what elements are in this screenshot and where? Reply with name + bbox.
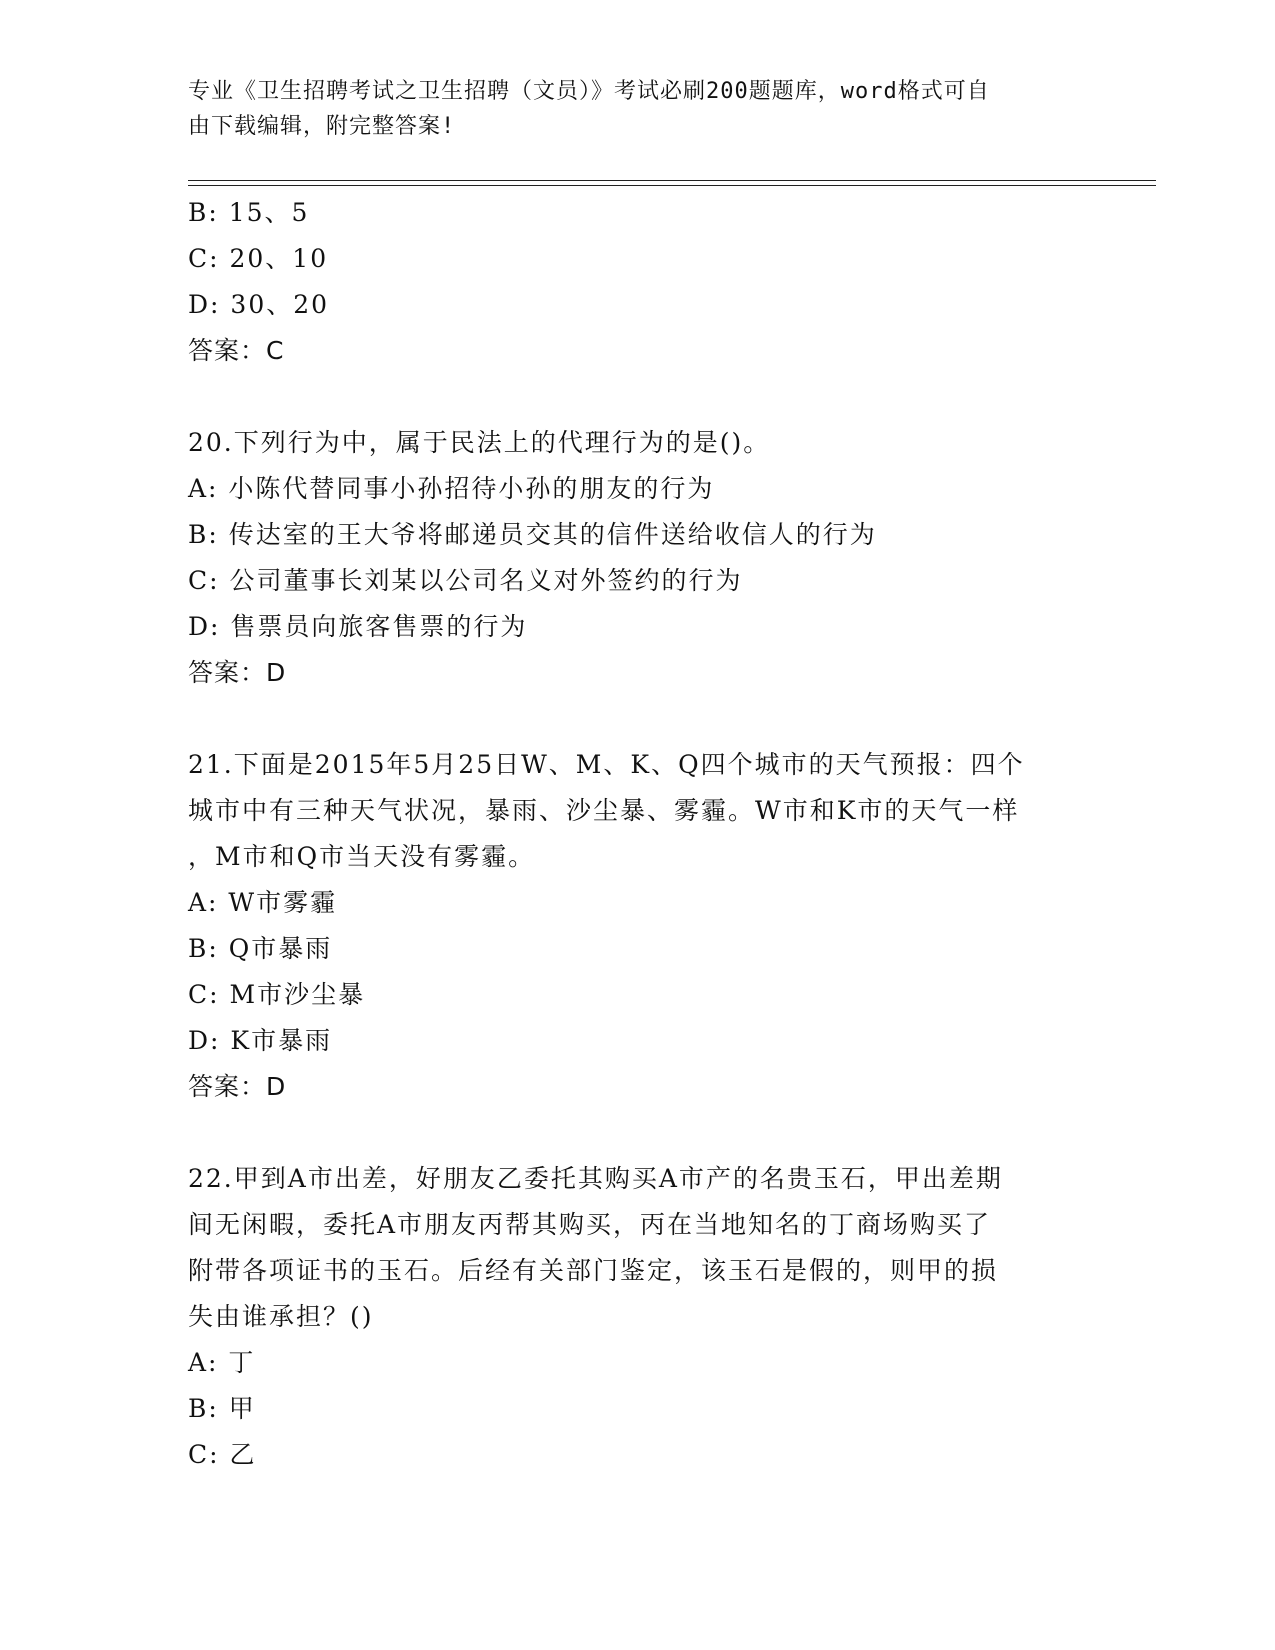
question-stem-line: 附带各项证书的玉石。后经有关部门鉴定，该玉石是假的，则甲的损	[188, 1256, 999, 1285]
answer: 答案：D	[188, 658, 287, 687]
option-b: B: 甲	[188, 1394, 256, 1423]
answer: 答案：D	[188, 1072, 287, 1101]
option-c: C: M市沙尘暴	[188, 980, 366, 1009]
option-a: A: W市雾霾	[188, 888, 338, 917]
spacer	[188, 696, 1088, 742]
option-b: B: Q市暴雨	[188, 934, 333, 963]
question-stem-line: 21.下面是2015年5月25日W、M、K、Q四个城市的天气预报：四个	[188, 750, 1025, 779]
option-b: B: 15、5	[188, 198, 310, 227]
option-d: D: 30、20	[188, 290, 330, 319]
option-c: C: 公司董事长刘某以公司名义对外签约的行为	[188, 566, 743, 595]
question-19-continued	[188, 190, 1088, 374]
spacer	[188, 374, 1088, 420]
option-c: C: 20、10	[188, 244, 329, 273]
question-stem: 20.下列行为中，属于民法上的代理行为的是()。	[188, 428, 771, 457]
question-20	[188, 420, 1088, 696]
header-line-2: 由下载编辑，附完整答案!	[188, 114, 456, 139]
option-d: D: 售票员向旅客售票的行为	[188, 612, 528, 641]
document-header	[188, 74, 1068, 144]
answer: 答案：C	[188, 336, 285, 365]
header-line-1: 专业《卫生招聘考试之卫生招聘（文员）》考试必刷200题题库，word格式可自	[188, 79, 990, 104]
question-stem-line: 22.甲到A市出差，好朋友乙委托其购买A市产的名贵玉石，甲出差期	[188, 1164, 1003, 1193]
question-stem-line: 失由谁承担？()	[188, 1302, 374, 1331]
question-stem-line: 城市中有三种天气状况，暴雨、沙尘暴、雾霾。W市和K市的天气一样	[188, 796, 1020, 825]
option-d: D: K市暴雨	[188, 1026, 333, 1055]
document-body	[188, 190, 1088, 1478]
question-21	[188, 742, 1088, 1110]
option-b: B: 传达室的王大爷将邮递员交其的信件送给收信人的行为	[188, 520, 877, 549]
spacer	[188, 1110, 1088, 1156]
option-c: C: 乙	[188, 1440, 257, 1469]
question-stem-line: 间无闲暇，委托A市朋友丙帮其购买，丙在当地知名的丁商场购买了	[188, 1210, 992, 1239]
header-divider-top	[188, 180, 1156, 181]
option-a: A: 丁	[188, 1348, 256, 1377]
header-divider-bottom	[188, 185, 1156, 186]
option-a: A: 小陈代替同事小孙招待小孙的朋友的行为	[188, 474, 715, 503]
question-stem-line: ，M市和Q市当天没有雾霾。	[188, 842, 536, 871]
question-22	[188, 1156, 1088, 1478]
